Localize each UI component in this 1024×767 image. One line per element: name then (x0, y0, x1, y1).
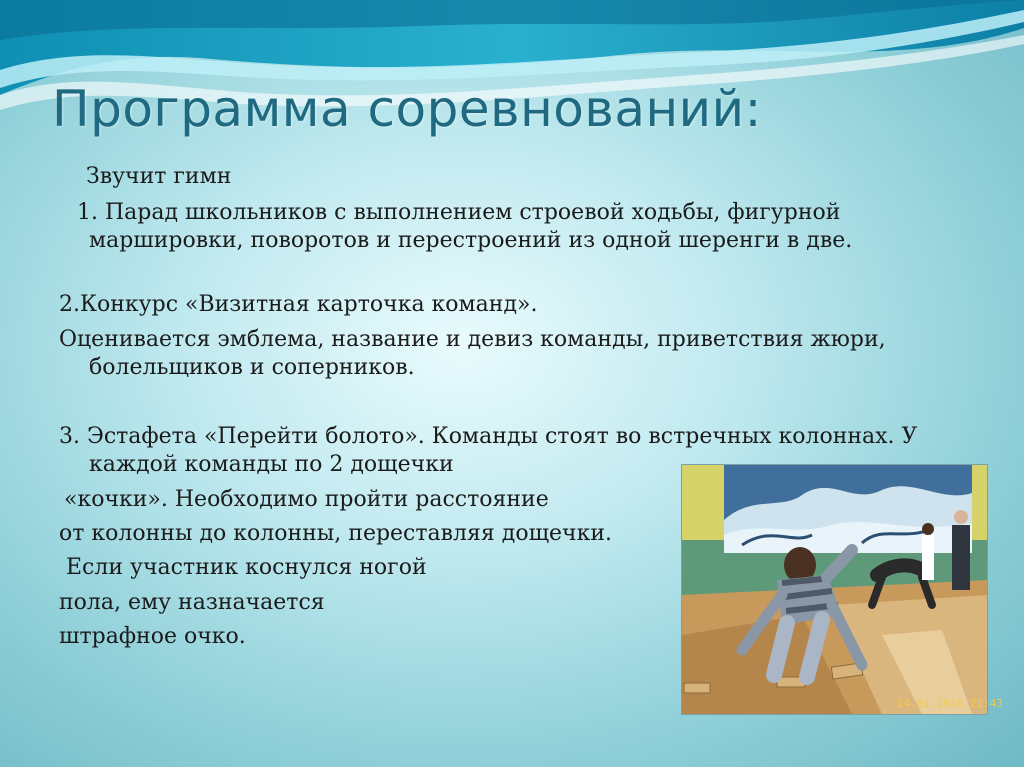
text-line: болельщиков и соперников. (89, 355, 415, 380)
text-line: 1. Парад школьников с выполнением строевой ходьбы, фигурной (77, 200, 841, 225)
text-line: каждой команды по 2 дощечки (89, 452, 454, 477)
text-line: штрафное очко. (59, 624, 246, 649)
text-line: 3. Эстафета «Перейти болото». Команды стоят во встречных колоннах. У (59, 424, 918, 449)
text-line: маршировки, поворотов и перестроений из одной шеренги в две. (89, 228, 853, 253)
text-line: Звучит гимн (86, 164, 232, 189)
relay-photo (681, 464, 1003, 715)
text-line: 2.Конкурс «Визитная карточка команд». (59, 292, 538, 317)
photo-timestamp: 14.01.2018 22:43 (897, 697, 1003, 710)
slide-title: Программа соревнований: (52, 80, 763, 138)
text-line: Если участник коснулся ногой (66, 555, 427, 580)
text-line: от колонны до колонны, переставляя дощечки. (59, 521, 612, 546)
text-line: пола, ему назначается (59, 590, 325, 615)
text-line: Оценивается эмблема, название и девиз команды, приветствия жюри, (59, 327, 886, 352)
text-line: «кочки». Необходимо пройти расстояние (64, 487, 549, 512)
